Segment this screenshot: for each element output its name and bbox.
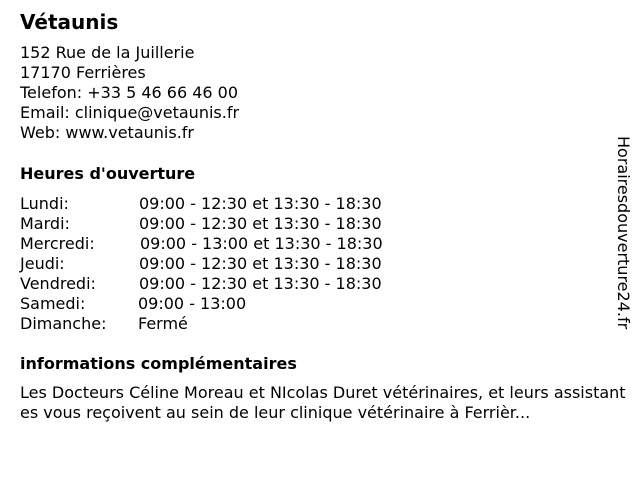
phone-line: Telefon: +33 5 46 66 46 00 — [20, 83, 239, 102]
additional-info-heading: informations complémentaires — [20, 354, 297, 373]
day-label: Lundi: — [20, 194, 69, 213]
day-label: Dimanche: — [20, 314, 107, 333]
day-label: Samedi: — [20, 294, 86, 313]
business-name: Vétaunis — [20, 10, 119, 34]
day-times: 09:00 - 12:30 et 13:30 - 18:30 — [139, 274, 382, 293]
contact-block — [20, 43, 239, 143]
day-times: 09:00 - 13:00 et 13:30 - 18:30 — [140, 234, 383, 253]
web-line: Web: www.vetaunis.fr — [20, 123, 194, 142]
opening-hours-heading: Heures d'ouverture — [20, 164, 196, 183]
hours-row-saturday — [20, 294, 440, 314]
address-city: 17170 Ferrières — [20, 63, 146, 82]
day-label: Vendredi: — [20, 274, 96, 293]
day-times: 09:00 - 12:30 et 13:30 - 18:30 — [139, 214, 382, 233]
site-watermark: Horairesdouverture24.fr — [614, 136, 633, 330]
day-label: Mercredi: — [20, 234, 95, 253]
address-street: 152 Rue de la Juillerie — [20, 43, 195, 62]
hours-row-sunday — [20, 314, 440, 334]
hours-row-tuesday — [20, 214, 440, 234]
hours-row-monday — [20, 194, 440, 214]
day-times: Fermé — [138, 314, 188, 333]
day-times: 09:00 - 13:00 — [138, 294, 247, 313]
additional-info-text: Les Docteurs Céline Moreau et NIcolas Duret vétérinaires, et leurs assistantes vous reçoivent au sein de leur clinique vétérinaire à Ferrièr... — [20, 383, 626, 422]
hours-row-wednesday — [20, 234, 440, 254]
opening-hours-table — [20, 194, 440, 334]
email-line: Email: clinique@vetaunis.fr — [20, 103, 240, 122]
hours-row-friday — [20, 274, 440, 294]
day-label: Mardi: — [20, 214, 70, 233]
day-times: 09:00 - 12:30 et 13:30 - 18:30 — [139, 194, 382, 213]
hours-row-thursday — [20, 254, 440, 274]
day-times: 09:00 - 12:30 et 13:30 - 18:30 — [139, 254, 382, 273]
day-label: Jeudi: — [20, 254, 65, 273]
